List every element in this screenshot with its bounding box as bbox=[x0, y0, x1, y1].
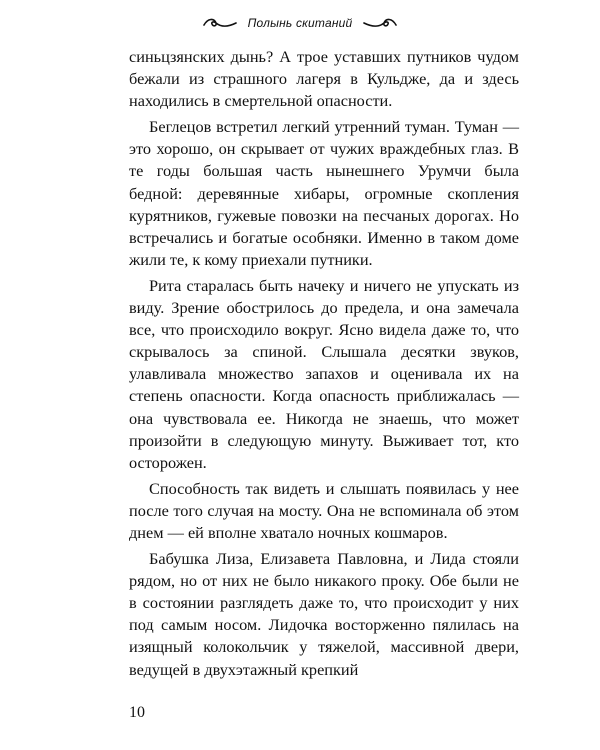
paragraph: Беглецов встретил легкий утренний туман. Туман — это хорошо, он скрывает от чужих враждебных глаз. В те годы большая часть нынешнего Урумчи была бедной: деревянные хибары, огромные скопления курятников, гужевые повозки на песчаных дорогах. Но встречались и богатые особняки. Именно в таком доме жили те, к кому приехали путники. bbox=[129, 117, 519, 269]
right-swash-ornament-icon bbox=[362, 16, 398, 30]
left-swash-ornament-icon bbox=[202, 16, 238, 30]
paragraph-continued: синьцзянских дынь? А трое уставших путников чудом бежали из страшного лагеря в Кульдже, да и здесь находились в смертельной опасности. bbox=[129, 47, 519, 111]
paragraph: Бабушка Лиза, Елизавета Павловна, и Лида стояли рядом, но от них не было никакого проку. Обе были не в состоянии разглядеть даже то, что происходит у них под самым носом. Лидочка восторженно пялилась на изящный колокольчик у тяжелой, массивной двери, ведущей в двухэтажный крепкий bbox=[129, 549, 519, 679]
running-head-title: Полынь скитаний bbox=[247, 16, 353, 30]
body-text bbox=[129, 46, 519, 685]
page-number: 10 bbox=[129, 704, 145, 721]
paragraph: Рита старалась быть начеку и ничего не упускать из виду. Зрение обострилось до предела, и она замечала все, что происходило вокруг. Ясно видела даже то, что скрывалось за спиной. Слышала десятки звуков, улавливала множество запахов и оценивала их на степень опасности. Когда опасность приближалась — она чувствовала ее. Никогда не знаешь, что может произойти в следующую минуту. Выживает тот, кто осторожен. bbox=[129, 275, 519, 472]
paragraph: Способность так видеть и слышать появилась у нее после того случая на мосту. Она не вспоминала об этом днем — ей вполне хватало ночных кошмаров. bbox=[129, 478, 519, 542]
running-head bbox=[0, 10, 600, 36]
